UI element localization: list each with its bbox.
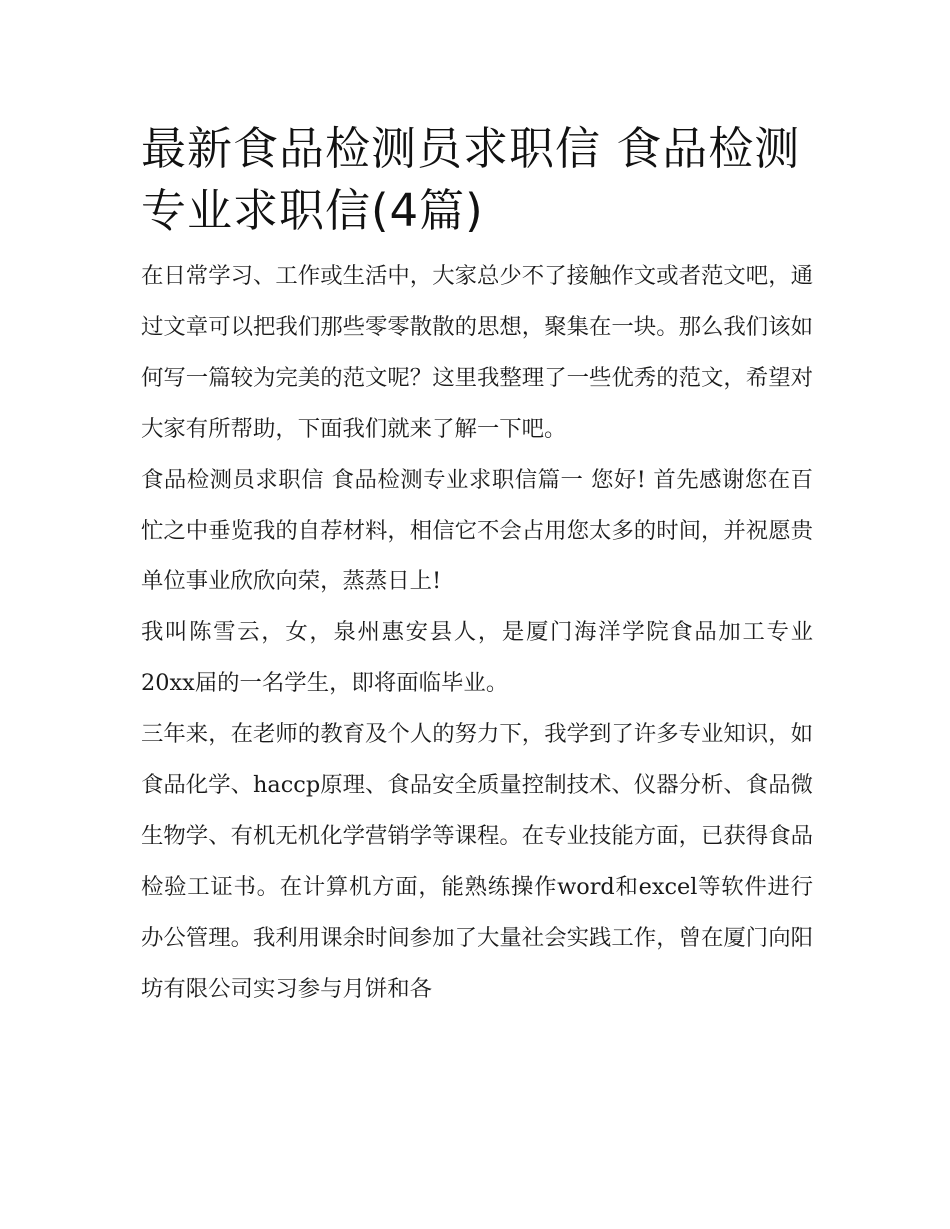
document-body: [141, 118, 813, 1015]
paragraph-education: 三年来，在老师的教育及个人的努力下，我学到了许多专业知识，如食品化学、haccp原理、食品安全质量控制技术、仪器分析、食品微生物学、有机无机化学营销学等课程。在专业技能方面，已获得食品检验工证书。在计算机方面，能熟练操作word和excel等软件进行办公管理。我利用课余时间参加了大量社会实践工作，曾在厦门向阳坊有限公司实习参与月饼和各: [141, 721, 813, 1002]
document-title: 最新食品检测员求职信 食品检测专业求职信(4篇): [141, 122, 801, 237]
paragraph-self-introduction: 我叫陈雪云，女，泉州惠安县人，是厦门海洋学院食品加工专业20xx届的一名学生，即将面临毕业。: [141, 619, 813, 697]
paragraph-intro: 在日常学习、工作或生活中，大家总少不了接触作文或者范文吧，通过文章可以把我们那些零零散散的思想，聚集在一块。那么我们该如何写一篇较为完美的范文呢？这里我整理了一些优秀的范文，希望对大家有所帮助，下面我们就来了解一下吧。: [141, 263, 813, 442]
paragraph-greeting: 食品检测员求职信 食品检测专业求职信篇一 您好! 首先感谢您在百忙之中垂览我的自荐材料，相信它不会占用您太多的时间，并祝愿贵单位事业欣欣向荣，蒸蒸日上!: [141, 466, 813, 595]
